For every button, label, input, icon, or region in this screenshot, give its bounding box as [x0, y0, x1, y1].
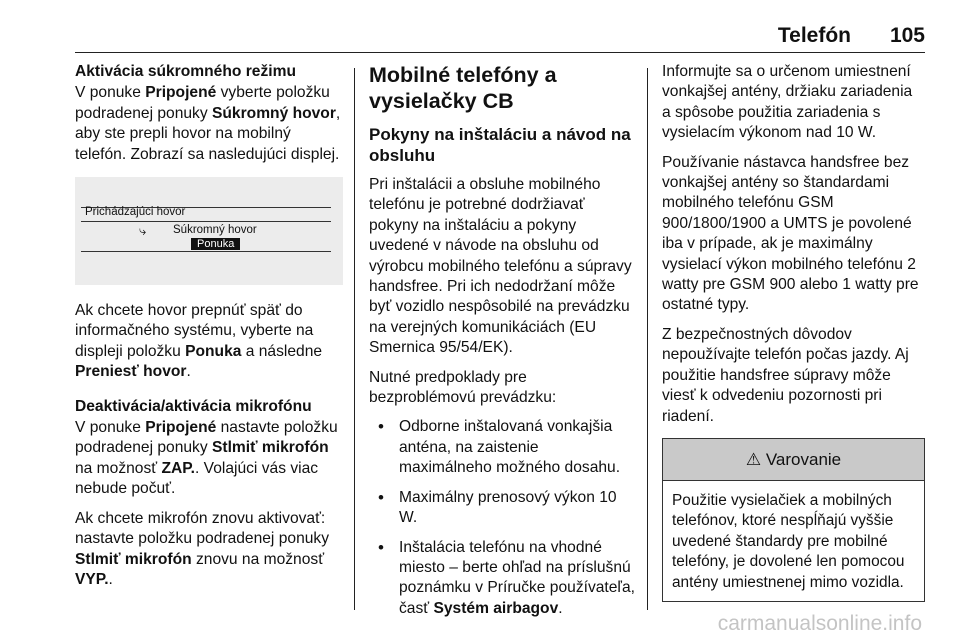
column-divider — [354, 68, 355, 610]
display-frame — [81, 207, 331, 252]
page-title: Telefón — [777, 24, 851, 47]
installation-paragraph: Pri inštalácii a obsluhe mobilného telefónu je potrebné dodržiavať pokyny na inštaláciu a pokyny uvedené v návode na obsluhu od výrobcu mobilného telefónu a súpravy handsfree. Pri ich nedodržaní môže byť vozidlo nespôsobilé na prevádzku na verejných komunikáciách (EU Smernica 95/54/EK). — [369, 176, 632, 357]
transfer-back-paragraph: Ak chcete hovor prepnúť späť do informačného systému, vyberte na displeji položku Ponuka a následne Preniesť hovor. — [75, 302, 323, 381]
warning-text: Použitie vysielačiek a mobilných telefónov, ktoré nespĺňajú vyššie uvedené štandardy pre mobilné telefóny, je dovolené len pomocou antény umiestnenej mimo vozidla. — [672, 491, 905, 591]
antenna-paragraph: Informujte sa o určenom umiestnení vonkajšej antény, držiaku zariadenia a spôsobe použitia zariadenia s vysielacím výkonom nad 10 W. — [662, 63, 913, 142]
list-item: • Maximálny prenosový výkon 10 W. — [369, 488, 635, 529]
warning-triangle-icon: ⚠ — [745, 449, 762, 469]
subsection-heading: Pokyny na inštaláciu a návod na obsluhu — [369, 125, 631, 165]
column-right — [662, 62, 925, 602]
warning-title: Varovanie — [765, 449, 842, 469]
column-left — [75, 62, 343, 599]
display-option: Súkromný hovor — [173, 224, 257, 237]
list-item: • Odborne inštalovaná vonkajšia anténa, na zaistenie maximálneho možného dosahu. — [369, 417, 635, 478]
page-number: 105 — [889, 24, 925, 47]
display-title: Prichádzajúci hovor — [85, 206, 186, 219]
privacy-mode-heading: Aktivácia súkromného režimu — [75, 63, 296, 80]
unmute-paragraph: Ak chcete mikrofón znovu aktivovať: nastavte položku podradenej ponuky Stlmiť mikrofón znovu na možnosť VYP.. — [75, 509, 330, 588]
list-item: • Inštalácia telefónu na vhodné miesto – berte ohľad na príslušnú poznámku v Príručke používateľa, časť Systém airbagov. — [369, 538, 635, 620]
warning-box — [662, 438, 925, 602]
handsfree-paragraph: Používanie nástavca handsfree bez vonkajšej antény so štandardami mobilného telefónu GSM 900/1800/1900 a UMTS je povolené iba v prípade, ak je maximálny vysielací výkon mobilného telefónu 2 watty pre GSM 900 alebo 1 watty pre ostatné typy. — [662, 153, 919, 314]
prerequisites-list — [369, 417, 635, 619]
privacy-mode-paragraph: V ponuke Pripojené vyberte položku podradenej ponuky Súkromný hovor, aby ste prepli hovor na mobilný telefón. Zobrazí sa nasledujúci displej. — [75, 84, 341, 163]
watermark: carmanualsonline.info — [717, 612, 922, 635]
mute-paragraph: V ponuke Pripojené nastavte položku podradenej ponuky Stlmiť mikrofón na možnosť ZAP.. Volajúci vás viac nebude počuť. — [75, 419, 338, 498]
page-header — [75, 0, 925, 53]
column-divider — [647, 68, 648, 610]
section-heading: Mobilné telefóny a vysielačky CB — [369, 63, 557, 113]
safety-paragraph: Z bezpečnostných dôvodov nepoužívajte telefón počas jazdy. Aj použitie handsfree súpravy môže viesť k odvedeniu pozornosti pri riadení. — [662, 325, 909, 425]
column-middle — [369, 62, 635, 628]
incoming-call-display — [75, 177, 343, 285]
phone-transfer-icon: ⤷ — [139, 223, 147, 239]
microphone-heading: Deaktivácia/aktivácia mikrofónu — [75, 397, 312, 415]
prerequisites-paragraph: Nutné predpoklady pre bezproblémovú prevádzku: — [369, 368, 557, 407]
display-divider — [81, 221, 331, 222]
display-menu-button: Ponuka — [191, 238, 240, 250]
warning-header — [663, 439, 924, 481]
